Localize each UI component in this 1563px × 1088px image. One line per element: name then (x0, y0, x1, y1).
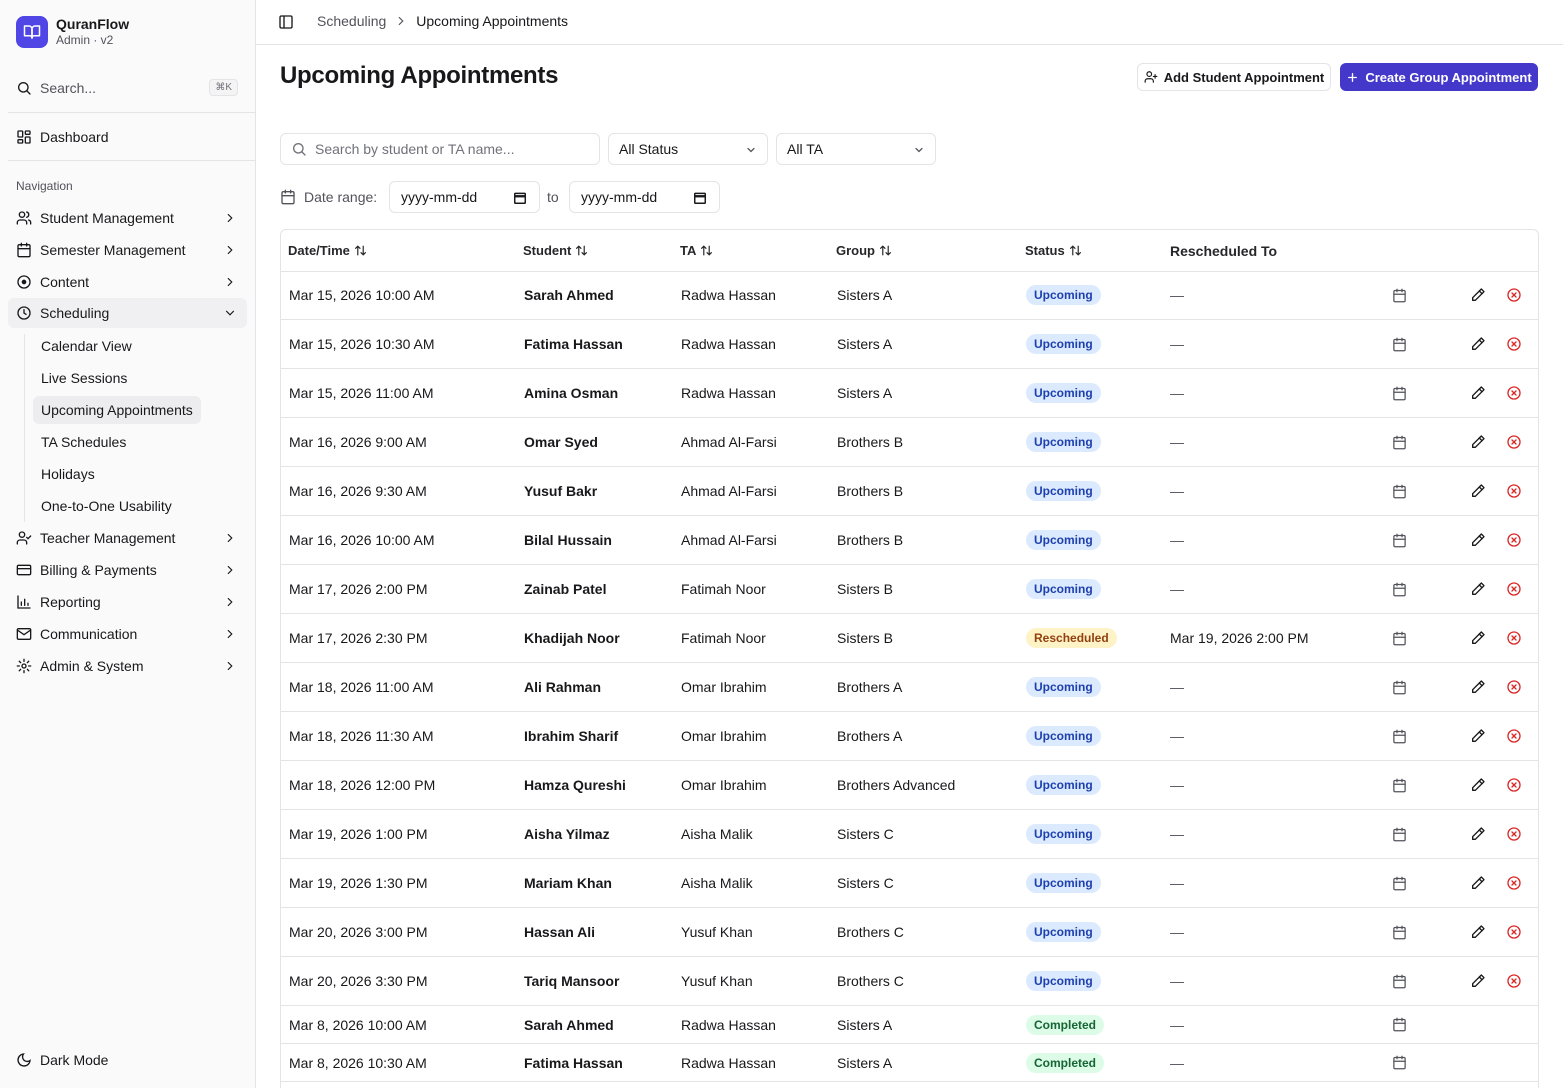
edit-icon[interactable] (1470, 271, 1486, 319)
cell-ta: Fatimah Noor (681, 581, 766, 597)
create-group-appointment-label: Create Group Appointment (1365, 69, 1532, 85)
edit-icon[interactable] (1470, 614, 1486, 662)
sort-icon (700, 244, 713, 257)
app-subtitle: Admin · v2 (56, 33, 114, 47)
cell-group: Brothers B (837, 434, 904, 450)
sidebar-item-content[interactable] (8, 267, 247, 297)
sidebar-item-label: Admin & System (40, 658, 144, 674)
cancel-icon[interactable] (1506, 908, 1522, 956)
table-row (281, 908, 1538, 957)
cancel-icon[interactable] (1506, 663, 1522, 711)
cell-student: Aisha Yilmaz (524, 826, 610, 842)
status-badge: Upcoming (1026, 530, 1101, 550)
cell-datetime: Mar 19, 2026 1:30 PM (289, 875, 428, 891)
cancel-icon[interactable] (1506, 320, 1522, 368)
brand[interactable] (16, 16, 129, 48)
cell-datetime: Mar 16, 2026 10:00 AM (289, 532, 435, 548)
cell-datetime: Mar 16, 2026 9:30 AM (289, 483, 427, 499)
calendar-icon[interactable] (1392, 1006, 1407, 1043)
cell-student: Zainab Patel (524, 581, 607, 597)
chevron-right-icon (223, 595, 237, 609)
column-header-label: Student (523, 243, 572, 258)
cell-datetime: Mar 18, 2026 12:00 PM (289, 777, 436, 793)
column-header-student[interactable] (523, 230, 588, 271)
cell-group: Brothers A (837, 679, 903, 695)
dashboard-icon (16, 129, 32, 145)
cell-datetime: Mar 20, 2026 3:00 PM (289, 924, 428, 940)
status-badge: Upcoming (1026, 432, 1101, 452)
cancel-icon[interactable] (1506, 418, 1522, 466)
cell-datetime: Mar 8, 2026 10:00 AM (289, 1016, 427, 1033)
edit-icon[interactable] (1470, 859, 1486, 907)
calendar-icon[interactable] (1392, 516, 1407, 564)
cell-ta: Radwa Hassan (681, 336, 776, 352)
table-row (281, 810, 1538, 859)
chevron-right-icon (223, 659, 237, 673)
sidebar-item-label: Billing & Payments (40, 562, 157, 578)
sidebar-item-reporting[interactable] (8, 587, 247, 617)
cell-student: Ibrahim Sharif (524, 728, 619, 744)
column-header-status[interactable] (1025, 230, 1082, 271)
date-range-label: Date range: (304, 189, 378, 205)
edit-icon[interactable] (1470, 516, 1486, 564)
status-select[interactable] (608, 133, 768, 165)
submenu-border (24, 334, 25, 522)
cell-ta: Radwa Hassan (681, 1016, 776, 1033)
cancel-icon[interactable] (1506, 271, 1522, 319)
credit-card-icon (16, 562, 32, 578)
sidebar-item-label: Reporting (40, 594, 101, 610)
sidebar-subitem-live-sessions[interactable]: Live Sessions (41, 370, 128, 386)
cell-datetime: Mar 15, 2026 10:00 AM (289, 287, 435, 303)
calendar-icon[interactable] (1392, 859, 1407, 907)
sidebar-search-label: Search... (40, 80, 97, 96)
cell-group: Sisters B (837, 581, 894, 597)
sidebar-divider (8, 112, 255, 113)
date-from-input[interactable] (389, 181, 540, 213)
gear-icon (16, 658, 32, 674)
cell-student: Sarah Ahmed (524, 1016, 614, 1033)
edit-icon[interactable] (1470, 957, 1486, 1005)
sidebar-subitem-upcoming-appointments[interactable]: Upcoming Appointments (33, 396, 201, 424)
ta-select-value: All TA (787, 141, 824, 157)
calendar-icon[interactable] (1392, 565, 1407, 613)
status-badge: Upcoming (1026, 677, 1101, 697)
sort-icon (1069, 244, 1082, 257)
cell-student: Mariam Khan (524, 875, 612, 891)
cell-group: Sisters A (837, 1016, 893, 1033)
cell-ta: Ahmad Al-Farsi (681, 532, 777, 548)
app-name: QuranFlow (56, 16, 130, 32)
column-header-ta[interactable] (680, 230, 713, 271)
cell-group: Brothers B (837, 532, 904, 548)
cell-datetime: Mar 8, 2026 10:30 AM (289, 1054, 427, 1071)
create-group-appointment-button[interactable] (1340, 63, 1538, 91)
cell-datetime: Mar 19, 2026 1:00 PM (289, 826, 428, 842)
cell-group: Sisters B (837, 630, 894, 646)
cell-student: Khadijah Noor (524, 630, 620, 646)
sidebar-subitem-ta-schedules[interactable]: TA Schedules (41, 434, 127, 450)
cell-ta: Omar Ibrahim (681, 777, 767, 793)
cell-datetime: Mar 15, 2026 10:30 AM (289, 336, 435, 352)
cell-rescheduled-to: — (1170, 532, 1184, 548)
dark-mode-toggle[interactable] (16, 1052, 108, 1068)
calendar-icon[interactable] (1392, 320, 1407, 368)
cell-ta: Radwa Hassan (681, 287, 776, 303)
cancel-icon[interactable] (1506, 565, 1522, 613)
calendar-icon[interactable] (1392, 418, 1407, 466)
status-badge: Upcoming (1026, 383, 1101, 403)
sidebar-item-dashboard[interactable] (8, 122, 247, 152)
sidebar-item-communication[interactable] (8, 619, 247, 649)
cancel-icon[interactable] (1506, 810, 1522, 858)
cell-rescheduled-to: — (1170, 483, 1184, 499)
sort-icon (354, 244, 367, 257)
column-header-rescheduled-to (1170, 230, 1277, 271)
sidebar-item-admin-system[interactable] (8, 651, 247, 681)
sort-icon (575, 244, 588, 257)
cell-group: Sisters A (837, 287, 893, 303)
cell-group: Sisters C (837, 826, 894, 842)
sidebar-item-semester-management[interactable] (8, 235, 247, 265)
cell-rescheduled-to: — (1170, 679, 1184, 695)
chevron-down-icon (745, 144, 757, 156)
cell-ta: Radwa Hassan (681, 1054, 776, 1071)
cell-rescheduled-to: — (1170, 385, 1184, 401)
cell-ta: Aisha Malik (681, 826, 753, 842)
edit-icon[interactable] (1470, 761, 1486, 809)
sidebar-item-label: Scheduling (40, 305, 110, 321)
cell-datetime: Mar 18, 2026 11:30 AM (289, 728, 434, 744)
cell-ta: Aisha Malik (681, 875, 753, 891)
table-row (281, 614, 1538, 663)
edit-icon[interactable] (1470, 810, 1486, 858)
calendar-icon (280, 189, 296, 205)
cell-group: Brothers C (837, 973, 904, 989)
calendar-icon[interactable] (1392, 957, 1407, 1005)
edit-icon[interactable] (1470, 663, 1486, 711)
calendar-icon[interactable] (1392, 614, 1407, 662)
date-from-placeholder: yyyy-mm-dd (401, 189, 478, 205)
cell-student: Hassan Ali (524, 924, 596, 940)
cell-rescheduled-to: — (1170, 875, 1184, 891)
cell-ta: Yusuf Khan (681, 973, 753, 989)
sidebar-item-label: Teacher Management (40, 530, 176, 546)
calendar-picker-icon[interactable] (693, 191, 707, 205)
clock-icon (16, 305, 32, 321)
cell-datetime: Mar 20, 2026 3:30 PM (289, 973, 428, 989)
calendar-icon[interactable] (1392, 271, 1407, 319)
status-badge: Completed (1026, 1015, 1104, 1035)
search-shortcut: ⌘K (209, 79, 238, 96)
cell-ta: Omar Ibrahim (681, 679, 767, 695)
plus-icon (1346, 71, 1359, 84)
column-header-label: Status (1025, 243, 1065, 258)
table-row (281, 712, 1538, 761)
cell-datetime: Mar 15, 2026 11:00 AM (289, 385, 434, 401)
cell-ta: Ahmad Al-Farsi (681, 483, 777, 499)
add-student-appointment-label: Add Student Appointment (1163, 69, 1325, 85)
cell-student: Hamza Qureshi (524, 777, 626, 793)
appointments-table (280, 229, 1539, 1088)
play-circle-icon (16, 274, 32, 290)
cell-group: Brothers B (837, 483, 904, 499)
user-plus-icon (1144, 70, 1158, 84)
mail-icon (16, 626, 32, 642)
cancel-icon[interactable] (1506, 859, 1522, 907)
cell-ta: Omar Ibrahim (681, 728, 767, 744)
sidebar-item-billing-payments[interactable] (8, 555, 247, 585)
moon-icon (16, 1052, 32, 1068)
sidebar-divider (8, 160, 255, 161)
calendar-picker-icon[interactable] (513, 191, 527, 205)
cell-rescheduled-to: — (1170, 826, 1184, 842)
cell-student: Fatima Hassan (524, 336, 623, 352)
table-row (281, 369, 1538, 418)
chevron-right-icon (223, 243, 237, 257)
edit-icon[interactable] (1470, 908, 1486, 956)
cancel-icon[interactable] (1506, 614, 1522, 662)
chevron-right-icon (223, 563, 237, 577)
cell-rescheduled-to: — (1170, 1054, 1184, 1071)
sidebar-item-teacher-management[interactable] (8, 523, 247, 553)
chevron-right-icon (223, 275, 237, 289)
cell-datetime: Mar 17, 2026 2:30 PM (289, 630, 428, 646)
edit-icon[interactable] (1470, 467, 1486, 515)
cancel-icon[interactable] (1506, 761, 1522, 809)
user-check-icon (16, 530, 32, 546)
sidebar-item-label: Semester Management (40, 242, 186, 258)
column-header-label: TA (680, 243, 697, 258)
table-row (281, 418, 1538, 467)
to-label: to (547, 189, 559, 205)
cell-student: Ali Rahman (524, 679, 602, 695)
cell-rescheduled-to: — (1170, 728, 1184, 744)
cell-group: Brothers Advanced (837, 777, 956, 793)
add-student-appointment-button[interactable] (1137, 63, 1331, 91)
sidebar-search[interactable] (16, 76, 240, 100)
chevron-down-icon (913, 144, 925, 156)
table-row (281, 1044, 1538, 1082)
date-to-placeholder: yyyy-mm-dd (581, 189, 658, 205)
table-row (281, 565, 1538, 614)
edit-icon[interactable] (1470, 418, 1486, 466)
dark-mode-label: Dark Mode (40, 1052, 109, 1068)
calendar-icon[interactable] (1392, 1044, 1407, 1081)
chevron-right-icon (223, 531, 237, 545)
sidebar-subitem-holidays[interactable]: Holidays (41, 466, 95, 482)
cell-rescheduled-to: Mar 19, 2026 2:00 PM (1170, 630, 1309, 646)
cell-ta: Ahmad Al-Farsi (681, 434, 777, 450)
status-badge: Completed (1026, 1053, 1104, 1073)
status-badge: Upcoming (1026, 873, 1101, 893)
table-row (281, 761, 1538, 810)
cell-rescheduled-to: — (1170, 336, 1184, 352)
sidebar-item-scheduling[interactable] (8, 298, 247, 328)
table-row (281, 957, 1538, 1006)
chevron-right-icon (223, 627, 237, 641)
edit-icon[interactable] (1470, 565, 1486, 613)
cell-rescheduled-to: — (1170, 581, 1184, 597)
cancel-icon[interactable] (1506, 712, 1522, 760)
date-to-input[interactable] (569, 181, 720, 213)
table-row (281, 271, 1538, 320)
calendar-icon (16, 242, 32, 258)
edit-icon[interactable] (1470, 320, 1486, 368)
sidebar-toggle-icon[interactable] (278, 14, 294, 30)
table-row (281, 1006, 1538, 1044)
cell-group: Brothers C (837, 924, 904, 940)
cancel-icon[interactable] (1506, 467, 1522, 515)
cancel-icon[interactable] (1506, 369, 1522, 417)
cell-rescheduled-to: — (1170, 777, 1184, 793)
chevron-right-icon (394, 14, 408, 28)
table-row (281, 859, 1538, 908)
cell-ta: Fatimah Noor (681, 630, 766, 646)
cell-ta: Radwa Hassan (681, 385, 776, 401)
book-open-icon (16, 16, 48, 48)
ta-select[interactable] (776, 133, 936, 165)
breadcrumb-current: Upcoming Appointments (416, 13, 569, 29)
cell-rescheduled-to: — (1170, 287, 1184, 303)
calendar-icon[interactable] (1392, 369, 1407, 417)
status-badge: Upcoming (1026, 726, 1101, 746)
cell-student: Sarah Ahmed (524, 287, 614, 303)
table-row (281, 320, 1538, 369)
page-title: Upcoming Appointments (280, 62, 559, 89)
bar-chart-icon (16, 594, 32, 610)
cell-rescheduled-to: — (1170, 973, 1184, 989)
cell-student: Bilal Hussain (524, 532, 612, 548)
cell-group: Sisters A (837, 385, 893, 401)
cell-datetime: Mar 17, 2026 2:00 PM (289, 581, 428, 597)
users-icon (16, 210, 32, 226)
cell-rescheduled-to: — (1170, 924, 1184, 940)
search-icon (291, 141, 307, 157)
cell-student: Tariq Mansoor (524, 973, 620, 989)
calendar-icon[interactable] (1392, 908, 1407, 956)
column-header-label: Group (836, 243, 875, 258)
cell-student: Fatima Hassan (524, 1054, 623, 1071)
sidebar-item-label: Dashboard (40, 129, 109, 145)
cell-group: Brothers A (837, 728, 903, 744)
sidebar-item-label: Communication (40, 626, 138, 642)
cell-datetime: Mar 18, 2026 11:00 AM (289, 679, 434, 695)
status-badge: Rescheduled (1026, 628, 1117, 648)
date-range-label-group (280, 181, 377, 213)
status-badge: Upcoming (1026, 922, 1101, 942)
topbar (256, 0, 1563, 45)
cell-datetime: Mar 16, 2026 9:00 AM (289, 434, 427, 450)
status-badge: Upcoming (1026, 824, 1101, 844)
cell-group: Sisters A (837, 336, 893, 352)
status-badge: Upcoming (1026, 481, 1101, 501)
calendar-icon[interactable] (1392, 810, 1407, 858)
search-icon (16, 80, 32, 96)
calendar-icon[interactable] (1392, 712, 1407, 760)
cell-student: Amina Osman (524, 385, 619, 401)
cell-rescheduled-to: — (1170, 434, 1184, 450)
status-badge: Upcoming (1026, 285, 1101, 305)
status-badge: Upcoming (1026, 334, 1101, 354)
sort-icon (879, 244, 892, 257)
table-row (281, 467, 1538, 516)
nav-section-label: Navigation (16, 179, 73, 193)
chevron-down-icon (223, 306, 237, 320)
calendar-icon[interactable] (1392, 467, 1407, 515)
cell-group: Sisters C (837, 875, 894, 891)
cancel-icon[interactable] (1506, 516, 1522, 564)
sidebar-item-label: Student Management (40, 210, 174, 226)
cell-ta: Yusuf Khan (681, 924, 753, 940)
status-select-value: All Status (619, 141, 679, 157)
chevron-right-icon (223, 211, 237, 225)
cancel-icon[interactable] (1506, 957, 1522, 1005)
table-row (281, 663, 1538, 712)
edit-icon[interactable] (1470, 369, 1486, 417)
breadcrumb (317, 13, 568, 29)
sidebar-item-student-management[interactable] (8, 203, 247, 233)
sidebar-subitem-calendar-view[interactable]: Calendar View (41, 338, 132, 354)
cell-student: Omar Syed (524, 434, 598, 450)
column-header-label: Rescheduled To (1170, 242, 1278, 259)
search-input[interactable] (280, 133, 600, 165)
sidebar-item-label: Content (40, 274, 90, 290)
status-badge: Upcoming (1026, 775, 1101, 795)
table-row (281, 516, 1538, 565)
cell-student: Yusuf Bakr (524, 483, 598, 499)
sidebar-subitem-one-to-one-usability[interactable]: One-to-One Usability (41, 498, 172, 514)
calendar-icon[interactable] (1392, 663, 1407, 711)
breadcrumb-parent[interactable]: Scheduling (317, 13, 387, 29)
column-header-datetime[interactable] (288, 230, 367, 271)
edit-icon[interactable] (1470, 712, 1486, 760)
status-badge: Upcoming (1026, 971, 1101, 991)
cell-rescheduled-to: — (1170, 1016, 1184, 1033)
search-placeholder: Search by student or TA name... (315, 141, 515, 157)
cell-group: Sisters A (837, 1054, 893, 1071)
status-badge: Upcoming (1026, 579, 1101, 599)
sidebar (0, 0, 256, 1088)
column-header-label: Date/Time (288, 243, 350, 258)
column-header-group[interactable] (836, 230, 892, 271)
calendar-icon[interactable] (1392, 761, 1407, 809)
